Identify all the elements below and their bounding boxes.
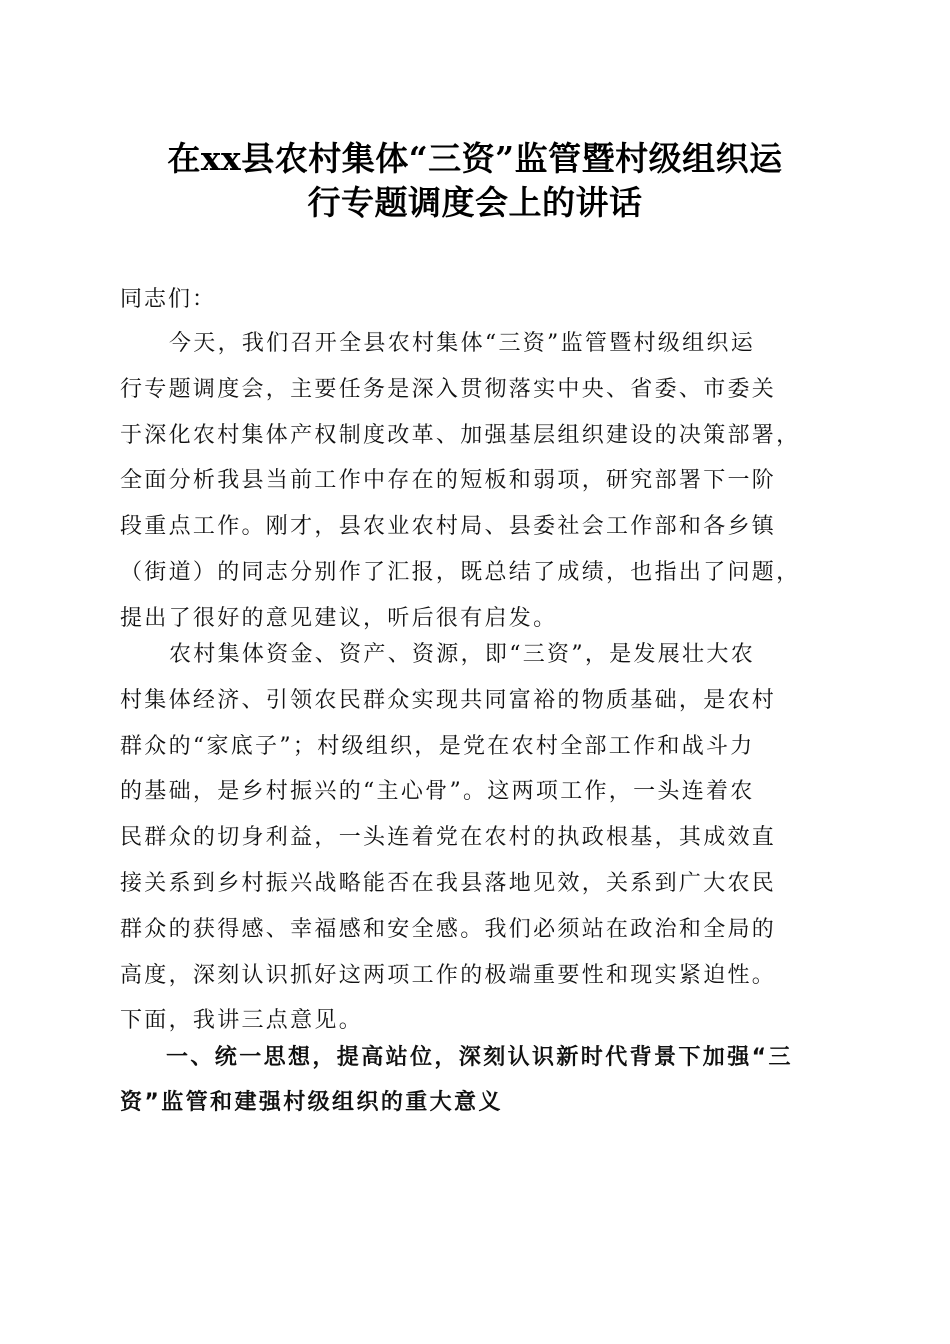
- document-title: [110, 137, 840, 225]
- paragraph-line: 今天，我们召开全县农村集体“三资”监管暨村级组织运: [169, 331, 755, 356]
- paragraph-line: 民群众的切身利益，一头连着党在农村的执政根基，其成效直: [120, 825, 777, 851]
- paragraph-line: 群众的“家底子”；村级组织，是党在农村全部工作和战斗力: [120, 733, 755, 759]
- paragraph-line: 行专题调度会，主要任务是深入贯彻落实中央、省委、市委关: [120, 376, 777, 402]
- paragraph-line: 高度，深刻认识抓好这两项工作的极端重要性和现实紧迫性。: [120, 962, 777, 988]
- paragraph-line: 农村集体资金、资产、资源，即“三资”，是发展壮大农: [169, 642, 755, 667]
- paragraph-line: 于深化农村集体产权制度改革、加强基层组织建设的决策部署，: [120, 422, 801, 448]
- title-line-1: 在xx县农村集体“三资”监管暨村级组织运: [167, 139, 783, 178]
- paragraph-line: （街道）的同志分别作了汇报，既总结了成绩，也指出了问题，: [120, 559, 801, 585]
- paragraph-line: 段重点工作。刚才，县农业农村局、县委社会工作部和各乡镇: [120, 514, 777, 540]
- paragraph-line: 接关系到乡村振兴战略能否在我县落地见效，关系到广大农民: [120, 870, 777, 896]
- salutation: 同志们：: [120, 287, 217, 312]
- section-heading: 一、统一思想，提高站位，深刻认识新时代背景下加强“三资”监管和建强村级组织的重大意义: [120, 1045, 793, 1115]
- paragraph-line: 下面，我讲三点意见。: [120, 1008, 364, 1034]
- paragraph-1: [120, 321, 834, 642]
- paragraph-line: 村集体经济、引领农民群众实现共同富裕的物质基础，是农村: [120, 687, 777, 713]
- paragraph-line: 的基础，是乡村振兴的“主心骨”。这两项工作，一头连着农: [120, 779, 755, 805]
- paragraph-line: 全面分析我县当前工作中存在的短板和弱项，研究部署下一阶: [120, 468, 777, 494]
- title-line-2: 行专题调度会上的讲话: [307, 183, 643, 222]
- paragraph-line: 提出了很好的意见建议，听后很有启发。: [120, 605, 558, 631]
- paragraph-2: [120, 632, 834, 1044]
- paragraph-line: 群众的获得感、幸福感和安全感。我们必须站在政治和全局的: [120, 916, 777, 942]
